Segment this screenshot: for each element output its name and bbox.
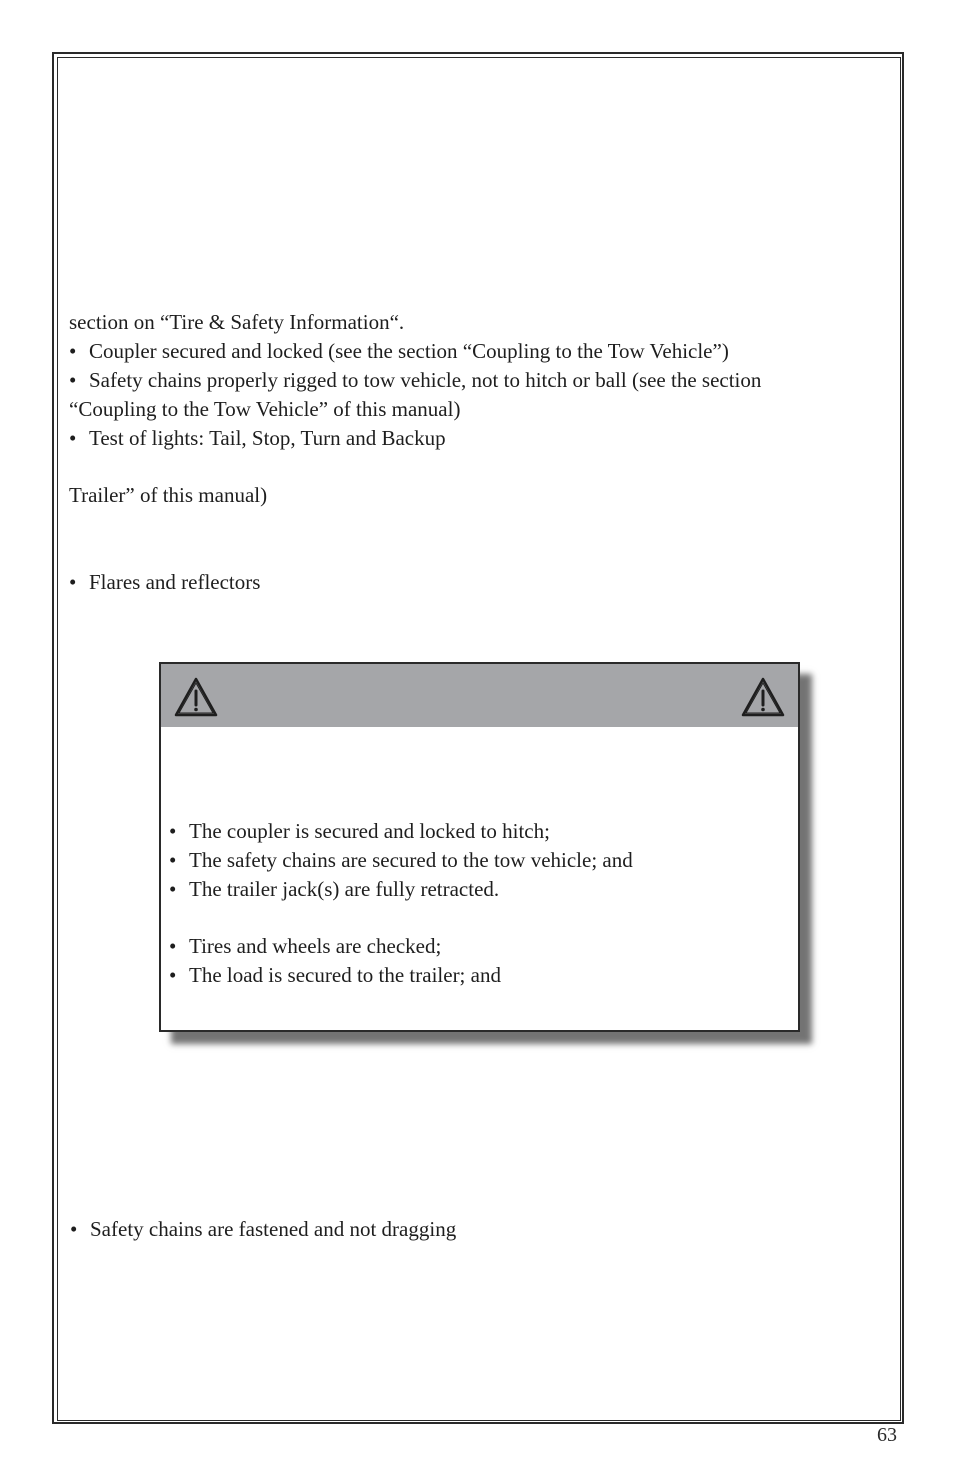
checklist-item-coupler: • Coupler secured and locked (see the section “Coupling to the Tow Vehicle”) [69, 339, 729, 363]
warning-triangle-icon [740, 676, 786, 718]
bullet: • [169, 934, 177, 958]
bullet: • [69, 426, 77, 450]
checklist-item-safety-chains: • Safety chains properly rigged to tow vehicle, not to hitch or ball (see the section [69, 368, 762, 392]
bullet: • [69, 339, 77, 363]
warning-triangle-icon [173, 676, 219, 718]
bullet: • [169, 877, 177, 901]
bullet: • [69, 570, 77, 594]
warning-item-safety-chains: • The safety chains are secured to the tow vehicle; and [169, 848, 633, 872]
bullet: • [169, 963, 177, 987]
bullet: • [70, 1217, 78, 1241]
warning-item-coupler: • The coupler is secured and locked to hitch; [169, 819, 550, 843]
checklist-item-safety-chains-cont: “Coupling to the Tow Vehicle” of this manual) [69, 397, 461, 421]
checklist-item-flares: • Flares and reflectors [69, 570, 261, 594]
page-number: 63 [877, 1424, 897, 1446]
warning-item-load: • The load is secured to the trailer; and [169, 963, 501, 987]
checklist-item-lights: • Test of lights: Tail, Stop, Turn and Backup [69, 426, 446, 450]
warning-box [159, 662, 800, 1032]
bullet: • [69, 368, 77, 392]
tire-section-reference: section on “Tire & Safety Information“. [69, 310, 405, 334]
warning-item-trailer-jack: • The trailer jack(s) are fully retracted. [169, 877, 500, 901]
warning-item-tires: • Tires and wheels are checked; [169, 934, 442, 958]
during-item-safety-chains: • Safety chains are fastened and not dragging [70, 1217, 457, 1241]
warning-header [161, 664, 798, 727]
bullet: • [169, 848, 177, 872]
trailer-manual-reference: Trailer” of this manual) [69, 483, 268, 507]
bullet: • [169, 819, 177, 843]
